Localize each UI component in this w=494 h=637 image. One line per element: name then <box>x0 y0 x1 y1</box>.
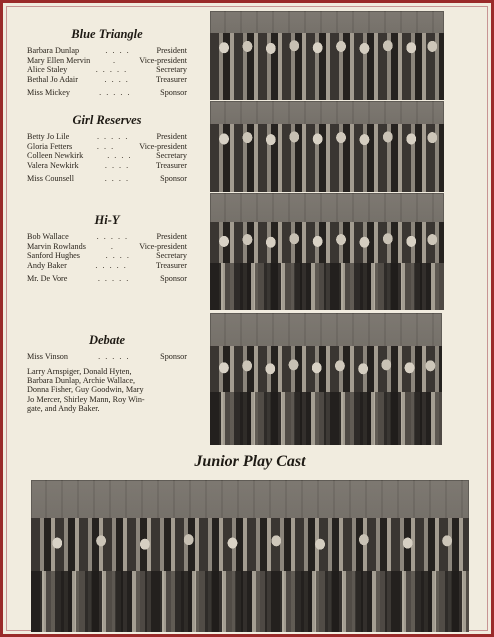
members-line: Larry Arnspiger, Donald Hyten, <box>27 366 132 376</box>
sponsor-role: Sponsor <box>160 352 187 361</box>
club-title: Hi-Y <box>94 213 120 227</box>
officer-list <box>27 132 187 184</box>
members-line: Barbara Dunlap, Archie Wallace, <box>27 376 136 385</box>
officer-role: Vice-president <box>139 241 187 251</box>
debate-members <box>27 367 187 414</box>
officer-name: Valera Newkirk <box>27 160 79 170</box>
officer-list <box>27 46 187 98</box>
leader-dots: . . . . . <box>96 132 129 141</box>
leader-dots: . . . . <box>104 160 130 170</box>
officer-role: Secretary <box>156 151 187 161</box>
leader-dots: . <box>110 241 115 251</box>
officer-list <box>27 232 187 284</box>
officer-role: President <box>156 232 187 241</box>
leader-dots: . . . . <box>107 151 133 161</box>
officer-name: Barbara Dunlap <box>27 46 80 55</box>
officer-name: Betty Jo Lile <box>27 132 70 141</box>
sponsor-role: Sponsor <box>160 174 187 184</box>
club-blue-triangle <box>27 27 187 98</box>
officer-row <box>27 161 187 171</box>
leader-dots: . . . . <box>105 251 131 261</box>
officer-role: Secretary <box>156 251 187 261</box>
club-hi-y <box>27 213 187 284</box>
members-line: Jo Mercer, Shirley Mann, Roy Win- <box>27 394 145 404</box>
sponsor-row <box>27 174 187 184</box>
leader-dots: . . . . . <box>96 232 129 241</box>
leader-dots: . . . . <box>104 174 130 184</box>
officer-name: Mary Ellen Mervin <box>27 55 91 65</box>
officer-role: Vice-president <box>139 141 187 151</box>
sponsor-row <box>27 352 187 362</box>
officer-name: Bethal Jo Adair <box>27 74 78 84</box>
officer-row <box>27 151 187 161</box>
leader-dots: . . . . . <box>99 88 132 98</box>
club-title: Debate <box>88 333 126 347</box>
officer-name: Bob Wallace <box>27 232 69 241</box>
club-debate <box>27 333 187 414</box>
sponsor-name: Miss Vinson <box>27 352 68 361</box>
officer-row <box>27 251 187 261</box>
sponsor-name: Miss Mickey <box>27 88 70 98</box>
hi-y-photo <box>210 193 444 310</box>
officer-row <box>27 132 187 142</box>
sponsor-name: Miss Counsell <box>27 174 75 184</box>
sponsor-name: Mr. De Vore <box>27 274 68 284</box>
sponsor-list <box>27 352 187 362</box>
officer-row <box>27 232 187 242</box>
leader-dots: . . . <box>96 141 115 151</box>
sponsor-row <box>27 88 187 98</box>
leader-dots: . . . . . <box>97 274 130 284</box>
leader-dots: . <box>112 55 117 65</box>
officer-role: Treasurer <box>155 74 187 84</box>
members-line: gate, and Andy Baker. <box>27 404 100 414</box>
club-title: Girl Reserves <box>72 113 142 127</box>
officer-name: Andy Baker <box>27 260 67 270</box>
officer-row <box>27 142 187 152</box>
officer-role: Treasurer <box>155 160 187 170</box>
members-line: Donna Fisher, Guy Goodwin, Mary <box>27 385 144 395</box>
leader-dots: . . . . <box>104 74 130 84</box>
officer-role: Vice-president <box>139 55 187 65</box>
club-girl-reserves <box>27 113 187 184</box>
sponsor-role: Sponsor <box>160 88 187 98</box>
officer-role: Secretary <box>156 65 187 75</box>
officer-name: Sanford Hughes <box>27 251 80 261</box>
officer-row <box>27 46 187 56</box>
officer-role: President <box>156 132 187 141</box>
officer-name: Gloria Fetters <box>27 141 73 151</box>
officer-role: Treasurer <box>155 260 187 270</box>
debate-photo <box>210 313 442 445</box>
officer-name: Marvin Rowlands <box>27 241 86 251</box>
officer-role: President <box>156 46 187 55</box>
blue-triangle-photo <box>210 11 444 100</box>
officer-row <box>27 75 187 85</box>
officer-row <box>27 56 187 66</box>
sponsor-role: Sponsor <box>160 274 187 284</box>
leader-dots: . . . . <box>105 46 131 55</box>
officer-name: Alice Staley <box>27 65 68 75</box>
leader-dots: . . . . . <box>95 260 128 270</box>
leader-dots: . . . . . <box>95 65 128 75</box>
officer-row <box>27 65 187 75</box>
club-title: Blue Triangle <box>71 27 143 41</box>
officer-name: Colleen Newkirk <box>27 151 84 161</box>
officer-row <box>27 242 187 252</box>
leader-dots: . . . . . <box>98 352 131 361</box>
sponsor-row <box>27 274 187 284</box>
junior-play-photo <box>31 480 469 632</box>
officer-row <box>27 261 187 271</box>
girl-reserves-photo <box>210 101 444 192</box>
junior-play-title: Junior Play Cast <box>194 453 306 470</box>
